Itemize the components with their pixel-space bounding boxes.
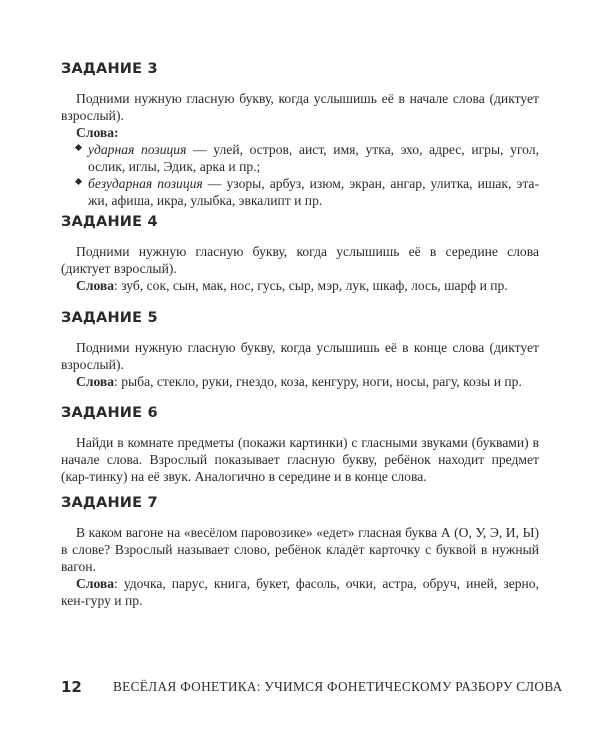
task-6-text: Найди в комнате предметы (покажи картинки) с гласными звуками (буквами) в начале слова. Взрослый показывает гласную букву, ребёнок находит предмет (кар-тинку) на её звук. Аналогично в середине и в конце слова. xyxy=(61,435,539,484)
page-number: 12 xyxy=(61,678,82,696)
diamond-bullet-icon xyxy=(75,178,82,185)
task-7-title: ЗАДАНИЕ 7 xyxy=(61,495,158,511)
task-3-text: Подними нужную гласную букву, когда услышишь её в начале слова (диктует взрослый). xyxy=(61,91,539,123)
word-examples: : удочка, парус, книга, букет, фасоль, очки, астра, обруч, иней, зерно, кен-гуру и пр. xyxy=(61,576,539,608)
task-3-words-heading xyxy=(61,124,539,141)
stress-position-label: безударная позиция xyxy=(88,176,203,191)
page-footer xyxy=(61,678,563,698)
task-5-text: Подними нужную гласную букву, когда услышишь её в конце слова (диктует взрослый). xyxy=(61,340,539,372)
stress-position-label: ударная позиция xyxy=(88,142,187,157)
word-examples: : рыба, стекло, руки, гнездо, коза, кенгуру, ноги, носы, рагу, козы и пр. xyxy=(114,374,522,389)
task-3 xyxy=(61,60,539,209)
running-title: ВЕСЁЛАЯ ФОНЕТИКА: УЧИМСЯ ФОНЕТИЧЕСКОМУ РАЗБОРУ СЛОВА xyxy=(113,679,563,694)
task-5 xyxy=(61,309,539,390)
task-7-text: В каком вагоне на «весёлом паровозике» «едет» гласная буква А (О, У, Э, И, Ы) в слове? Взрослый называет слово, ребёнок кладёт карточку с буквой в нужный вагон. xyxy=(61,525,539,574)
task-4-title: ЗАДАНИЕ 4 xyxy=(61,214,158,230)
word-examples: — узоры, арбуз, изюм, экран, ангар, улитка, ишак, эта-жи, афиша, икра, улыбка, эвкалипт и пр. xyxy=(88,176,539,208)
task-7-words xyxy=(61,575,539,609)
words-label: Слова xyxy=(76,278,115,293)
list-item xyxy=(76,141,539,175)
task-4 xyxy=(61,213,539,294)
task-7 xyxy=(61,494,539,609)
list-item xyxy=(76,175,539,209)
task-6-title: ЗАДАНИЕ 6 xyxy=(61,405,158,421)
word-examples: : зуб, сок, сын, мак, нос, гусь, сыр, мэр, лук, шкаф, лось, шарф и пр. xyxy=(114,278,508,293)
task-5-words xyxy=(61,373,539,390)
words-label: Слова: xyxy=(76,125,119,140)
words-label: Слова xyxy=(76,576,115,591)
diamond-bullet-icon xyxy=(75,144,82,151)
task-5-title: ЗАДАНИЕ 5 xyxy=(61,310,158,326)
task-6 xyxy=(61,404,539,485)
task-4-text: Подними нужную гласную букву, когда услышишь её в середине слова (диктует взрослый). xyxy=(61,244,539,276)
task-3-title: ЗАДАНИЕ 3 xyxy=(61,61,158,77)
task-4-words xyxy=(61,277,539,294)
word-examples: — улей, остров, аист, имя, утка, эхо, адрес, игры, угол, ослик, иглы, Эдик, арка и пр.; xyxy=(88,142,539,174)
words-label: Слова xyxy=(76,374,115,389)
task-3-word-list xyxy=(61,141,539,209)
